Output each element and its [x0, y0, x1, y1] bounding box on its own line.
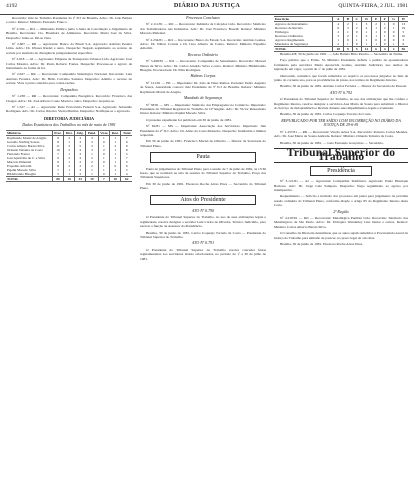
- table-cell: 0: [389, 34, 398, 38]
- table-cell: 0: [98, 172, 110, 177]
- table-cell: TOTAL: [7, 176, 19, 181]
- table-cell: 62: [121, 176, 132, 181]
- table-cell: 4: [361, 26, 372, 30]
- table-cell: 3: [64, 144, 75, 148]
- paragraph: Nº 121/81 — HC — Impetrante: Dr. João de Deus Ramos. Paciente: Pedro Augusto de Souza. Autoridade coatora: Juiz Presidente da 5ª JCJ de Brasília. Relator: Ministro Raymundo Moniz de Aragão.: [140, 80, 266, 94]
- column-header: E: [372, 17, 381, 22]
- table-cell: 2: [75, 172, 86, 177]
- table-cell: 19: [398, 26, 408, 30]
- paragraph: Nº 2.627 — RR — Recorrente: Companhia Siderúrgica Nacional. Recorrido: Luiz Antônio Ferreira. Adv.: Dr. Hélio Carvalho Santana. Despacho: Admito o recurso de revista. Vista à parte contrária para contra-razões.: [6, 72, 132, 86]
- paragraph: Brasília, 30 de junho de 1981. Carlos Coqueijo Torreão da Costa — Presidente do Tribunal Superior do Trabalho.: [140, 230, 266, 240]
- subheading: Despachos: [60, 86, 78, 92]
- table-cell: 9: [121, 144, 132, 148]
- table-cell: 13: [398, 22, 408, 27]
- table-cell: 2: [110, 144, 121, 148]
- table-cell: 7: [98, 176, 110, 181]
- table-cell: 1: [110, 140, 121, 144]
- table-cell: 80: [52, 176, 64, 181]
- table-cell: 1: [64, 140, 75, 144]
- table-cell: 10: [110, 176, 121, 181]
- table-cell: 1: [64, 160, 75, 164]
- table-cell: 1: [110, 148, 121, 152]
- table-cell: 2: [333, 30, 344, 34]
- column-left: [6, 16, 132, 182]
- subheading: Mandado de Segurança: [183, 95, 223, 101]
- table-cell: 3: [344, 26, 353, 30]
- table-cell: 10: [398, 34, 408, 38]
- table-cell: 4: [75, 135, 86, 140]
- table-cell: 2: [86, 144, 98, 148]
- table-cell: 1: [64, 152, 75, 156]
- table-cell: Recursos de Revista: [275, 26, 303, 30]
- table-cell: 1: [110, 172, 121, 177]
- table-cell: 0: [352, 30, 361, 34]
- table-cell: 2: [86, 164, 98, 168]
- page-header: [0, 0, 414, 15]
- table-cell: 2: [352, 26, 361, 30]
- table-cell: 7: [52, 152, 64, 156]
- table-cell: 8: [52, 164, 64, 168]
- table-cell: 1: [372, 34, 381, 38]
- page-number: 4192: [6, 3, 18, 9]
- table-cell: 3: [75, 152, 86, 156]
- paragraph: Nº 58/81 — MS — Impetrante: Sindicato dos Empregados no Comércio. Impetrado: Presidente do Tribunal Regional do Trabalho da 10ª Região. Adv.: Dr. Victor Russomano Júnior. Relator: Ministro Pajehú Macedo Silva.: [140, 102, 266, 116]
- table-cell: 3: [398, 38, 408, 42]
- table-cell: 1: [110, 168, 121, 172]
- paragraph: Nº 62/81 — MS — Impetrante: Associação dos Servidores. Impetrado: Juiz Presidente da 2ª JCJ. Advs.: Dr. Alino da Costa Monteiro. Despacho: Indeferida a liminar requerida.: [140, 124, 266, 137]
- paragraph: Outrossim, comunica que foram remetidos ao arquivo os processos julgados no mês de junho do corrente ano, para as providências de praxe, nos termos do Regimento Interno.: [274, 73, 408, 83]
- table-cell: 4: [381, 47, 389, 52]
- table-cell: 1: [86, 172, 98, 177]
- paragraph: Nº 2.618 — AI — Agravante: Empresa de Transportes Urbanos Ltda. Agravado: José Carlos Moreira. Advs.: Dr. Paulo Roberto Fontes. Despacho: Processe-se o agravo de instrumento na forma da lei.: [6, 57, 132, 71]
- table-cell: 6: [52, 160, 64, 164]
- column-header: Proc.: [52, 130, 64, 135]
- paragraph: Em 30 de junho de 1981. Francisco Maciel de Oliveira — Diretor da Secretaria do Tribunal Pleno.: [140, 139, 266, 148]
- table-cell: 1: [110, 160, 121, 164]
- column-header: Julg.: [75, 130, 86, 135]
- paragraph: Brasília, 30 de junho de 1981. Eleonora Rocha Alves Pires.: [280, 242, 364, 246]
- table-cell: 1: [344, 42, 353, 47]
- table-cell: 6: [372, 47, 381, 52]
- paragraph: Nº 4.218/81 — RO — Recorrente: Metalúrgica Paulista Ltda. Recorrido: Sindicato dos Metalúrgicos de São Paulo. Advs.: Dr. Ubirajara Wanderley Lins Júnior e outros. Relator: Ministro Carlos Alberto Barata Silva.: [274, 215, 408, 229]
- table-cell: 4: [75, 148, 86, 152]
- paragraph: Brasília, 30 de junho de 1981. Antônio Carlos Ferreira — Diretor da Secretaria de Pessoal.: [280, 84, 408, 89]
- column-header: A: [333, 17, 344, 22]
- table-cell: 2: [344, 34, 353, 38]
- table-cell: 2: [64, 164, 75, 168]
- table-cell: 5: [398, 30, 408, 34]
- table-cell: Hildebrando Bisaglia: [7, 171, 36, 176]
- paragraph: Brasília, 30 de junho de 1981. Carlos Coqueijo Torreão da Costa.: [280, 112, 372, 117]
- table-cell: 1: [98, 164, 110, 168]
- newspaper-title: DIÁRIO DA JUSTIÇA: [173, 2, 241, 9]
- table-cell: 0: [381, 30, 389, 34]
- table-cell: 5: [121, 152, 132, 156]
- table-cell: Embargos: [275, 30, 289, 34]
- table-cell: 2: [75, 160, 86, 164]
- table-cell: 0: [110, 164, 121, 168]
- table-cell: 5: [75, 144, 86, 148]
- table-cell: 0: [389, 30, 398, 34]
- table-cell: 2: [86, 140, 98, 144]
- issue-date: QUINTA-FEIRA, 2 JUL. 1981: [338, 3, 408, 9]
- table-cell: 0: [98, 160, 110, 164]
- table-cell: 7: [121, 135, 132, 140]
- paragraph: Nº 5.498/81 — RO — Recorrente: Companhia de Saneamento. Recorrido: Manoel Nunes da Silva. Advs.: Dr. Carlos Arnaldo Selva e outro. Relator: Ministro Hildebrando Bisaglia. Procuradoria: Dr. Ediu Rodrigues.: [140, 59, 266, 73]
- table-cell: 2: [86, 156, 98, 160]
- table-cell: 0: [381, 38, 389, 42]
- paragraph: Nº 2.607 — RR — Agravante: Banco do Brasil S.A. Agravado: Antônio Pereira Lima. Advs.: Dr. Ulisses Riedel e outro. Despacho: Negado seguimento ao recurso de revista por ausência de divergência jurisprudencial específica.: [6, 42, 132, 55]
- table-cell: 16: [64, 176, 75, 181]
- table-cell: 2: [372, 22, 381, 27]
- table-cell: 2: [86, 160, 98, 164]
- table-cell: Orlando Teixeira da Costa: [7, 147, 43, 152]
- table-cell: 8: [52, 140, 64, 144]
- table-cell: 1: [361, 38, 372, 42]
- table-cell: 3: [86, 135, 98, 140]
- paragraph: Nº 2.234/81 — RO — Recorrente: Banco do Estado S.A. Recorrido: Antônio Gomes. Advs.: Dr. Nilton Correia e Dr. Lino Alberto de Castro. Relator: Ministro Expedito Amorim.: [140, 37, 266, 51]
- table-cell: Agravos Regimentais: [275, 38, 305, 42]
- table-cell: 3: [333, 34, 344, 38]
- table-cell: 9: [52, 156, 64, 160]
- column-header: Vista: [98, 130, 110, 135]
- table-cell: 1: [98, 168, 110, 172]
- section-heading: DIRETORIA JUDICIÁRIA: [43, 115, 95, 121]
- paragraph: Pauta de julgamentos do Tribunal Pleno para a sessão de 7 de julho de 1981, às 13:30 horas, que se realizará na sala de sessões do Tribunal Superior do Trabalho, Praça dos Tribunais Superiores.: [140, 166, 266, 180]
- table-cell: 5: [121, 160, 132, 164]
- table-cell: Carlos Alberto Barata Silva: [7, 143, 45, 148]
- statistics-table: [6, 130, 132, 182]
- table-cell: 5: [352, 47, 361, 52]
- paragraph: Faço público que o Exmo. Sr. Ministro Presidente deferiu o pedido de aposentadoria formulado pela servidora Maria Aparecida Gomes, Auxiliar Judiciário, nos termos da legislação em vigor, a partir de 1º de julho de 1981.: [274, 58, 408, 72]
- table-cell: 3: [361, 22, 372, 27]
- table-cell: 9: [344, 47, 353, 52]
- table-cell: 1: [372, 30, 381, 34]
- subheading: Recurso Ordinário: [187, 51, 219, 57]
- table-cell: 6: [398, 42, 408, 47]
- table-cell: 18: [333, 47, 344, 52]
- table-cell: 4: [333, 22, 344, 27]
- table-cell: 2: [344, 22, 353, 27]
- paragraph: Nº 3.121/81 — AI — Agravante: Companhia Telefônica. Agravado: Paulo Henrique Barbosa. Adv.: Dr. Jorge Luiz Sampaio. Despacho: Nego seguimento ao agravo por intempestivo.: [274, 179, 408, 192]
- column-right: [274, 16, 408, 248]
- table-cell: 0: [352, 42, 361, 47]
- section-box-atos: Atos do Presidente: [150, 195, 256, 205]
- summary-table: [274, 16, 408, 52]
- table-cell: 4: [75, 156, 86, 160]
- table-cell: 5: [121, 168, 132, 172]
- table-cell: 1: [86, 168, 98, 172]
- paragraph: Em 30 de junho de 1981. Eleonora Rocha Alves Pires — Secretária do Tribunal Pleno.: [140, 181, 266, 191]
- table-cell: Marcelo Pimentel: [7, 159, 32, 164]
- paragraph: O Presidente do Tribunal Superior do Trabalho, no uso das atribuições que lhe confere o Regimento Interno, resolve designar a servidora Ana Maria de Souza para substituir o Diretor do Serviço de Jurisprudência e Revista durante seus impedimentos legais e eventuais.: [274, 97, 408, 111]
- paragraph: Nº 2.594 — RO — Ministério Público junto à Junta de Conciliação e Julgamento de Brasília. Recorrente: Cia. Brasileira de Alimentos. Recorrida: Maria José da Silva. Despacho: Junte-se. Dê-se vista.: [6, 26, 132, 40]
- table-cell: 4: [121, 172, 132, 177]
- table-cell: 7: [121, 156, 132, 160]
- column-header: Descrição: [275, 17, 290, 21]
- table-cell: 1: [110, 156, 121, 160]
- table-cell: 2: [98, 148, 110, 152]
- table-cell: 0: [372, 38, 381, 42]
- table-cell: 3: [75, 140, 86, 144]
- table-cell: 1: [389, 26, 398, 30]
- column-header: H: [398, 17, 408, 22]
- table-cell: 1: [361, 30, 372, 34]
- paragraph: Nº 1.437/81 — RR — Recorrente: Viação Aérea S.A. Recorrido: Roberto Carlos Mendes. Adv.: Dr. José Maria de Souza Andrade. Relator: Ministro Orlando Teixeira da Costa.: [274, 129, 408, 139]
- table-cell: 1: [98, 144, 110, 148]
- subheading: Processos Conclusos: [186, 15, 220, 20]
- table-cell: 0: [344, 38, 353, 42]
- paragraph: Brasília-DF, 30 de junho de 1981. — João Batista Brito Pereira — Secretário da Turma.: [280, 52, 404, 56]
- table-cell: 11: [52, 144, 64, 148]
- paragraph: Recorrido: Juiz do Trabalho Presidente da 1ª JCJ de Brasília. Advs.: Dr. João Batista e outro. Relator: Ministro Fernando Franco.: [6, 16, 132, 25]
- table-cell: 3: [75, 164, 86, 168]
- table-cell: 1: [389, 42, 398, 47]
- table-cell: 56: [398, 47, 408, 52]
- table-cell: 2: [64, 156, 75, 160]
- table-cell: Mandados de Segurança: [275, 42, 309, 46]
- table-cell: 1: [352, 34, 361, 38]
- table-cell: Geraldo Starling Soares: [7, 139, 40, 144]
- table-cell: 1: [86, 152, 98, 156]
- table-cell: 10: [52, 148, 64, 152]
- section-banner-tst: Tribunal Superior do Trabalho: [274, 148, 408, 163]
- table-cell: Pajehú Macedo Silva: [7, 167, 36, 172]
- section-box-pauta: Pauta: [150, 152, 256, 162]
- table-cell: 1: [110, 135, 121, 140]
- paragraph: O presente expediente foi publicado em 30 de junho de 1981.: [146, 117, 233, 122]
- table-cell: 1: [98, 156, 110, 160]
- table-cell: 1: [64, 172, 75, 177]
- column-header: Rest.: [110, 130, 121, 135]
- table-cell: 6: [333, 26, 344, 30]
- act-number: ATO Nº 6.790: [191, 208, 215, 213]
- paragraph: O Presidente do Tribunal Superior do Trabalho resolve conceder férias regulamentares aos servidores abaixo relacionados, no período de 1º a 30 de julho de 1981.: [140, 247, 266, 261]
- table-caption: Dados Estatísticos dos Trabalhos no mês de maio de 1981: [22, 122, 116, 128]
- table-cell: Expedito Amorim: [7, 163, 32, 168]
- table-cell: 2: [64, 135, 75, 140]
- table-total-row: [274, 47, 408, 52]
- table-cell: 19: [86, 176, 98, 181]
- column-middle: [140, 16, 266, 263]
- table-cell: 1: [64, 168, 75, 172]
- paragraph: O Conselho da Diretoria determinou que os autos sejam remetidos à Procuradoria-Geral da Justiça do Trabalho para emissão de parecer, no prazo legal de oito dias.: [274, 231, 408, 240]
- subheading: Habeas Corpus: [190, 73, 216, 79]
- table-cell: Raymundo Moniz de Aragão: [7, 135, 47, 140]
- table-cell: 8: [121, 148, 132, 152]
- table-cell: 3: [75, 168, 86, 172]
- table-cell: 1: [98, 135, 110, 140]
- paragraph: Requerimento — Solicito a inclusão dos processos em pauta para julgamento na próxima sessão ordinária do Tribunal Pleno, conforme dispõe o artigo 85 do Regimento Interno desta Corte.: [274, 194, 408, 208]
- table-cell: TOTAL: [275, 47, 287, 51]
- table-cell: 2: [64, 148, 75, 152]
- table-cell: 1: [381, 22, 389, 27]
- table-cell: 12: [361, 47, 372, 52]
- column-header: C: [352, 17, 361, 22]
- table-cell: 6: [121, 140, 132, 144]
- table-cell: 1: [372, 26, 381, 30]
- table-cell: 0: [389, 22, 398, 27]
- table-cell: José Ajuricaba da C. e Silva: [7, 155, 46, 160]
- table-cell: 1: [381, 34, 389, 38]
- column-header: Ministros: [7, 130, 21, 135]
- table-cell: 0: [98, 152, 110, 156]
- act-number: ATO Nº 6.792: [329, 89, 353, 95]
- table-cell: 1: [352, 38, 361, 42]
- column-header: Dist.: [64, 130, 75, 135]
- table-cell: 1: [333, 38, 344, 42]
- paragraph: Nº 1.238 — RR — Recorrente: Companhia Energética. Recorrido: Francisco das Chagas. Advs.: Dr. José Alberto Couto Maciel e outro. Despacho: Arquive-se.: [6, 94, 132, 103]
- column-header: G: [389, 17, 398, 22]
- table-cell: 7: [52, 168, 64, 172]
- table-cell: 0: [381, 42, 389, 47]
- column-header: D: [361, 17, 372, 22]
- table-cell: 2: [361, 34, 372, 38]
- column-header: B: [344, 17, 353, 22]
- paragraph: O Presidente do Tribunal Superior do Trabalho, no uso de suas atribuições legais e regimentais, resolve designar o servidor Luiz Carlos de Oliveira, Técnico Judiciário, para exercer a função de Assessor da Presidência.: [140, 215, 266, 229]
- paragraph: Brasília, 30 de junho de 1981. — Luiz Fernando Gonçalves — Secretário.: [280, 140, 384, 145]
- table-cell: 2: [381, 26, 389, 30]
- table-cell: 33: [75, 176, 86, 181]
- section-box-presidencia: Presidência: [310, 166, 372, 176]
- table-cell: 1: [344, 30, 353, 34]
- table-cell: 0: [389, 38, 398, 42]
- table-cell: 1: [372, 42, 381, 47]
- table-cell: 1: [110, 152, 121, 156]
- table-cell: 5: [52, 172, 64, 177]
- table-cell: 1: [361, 42, 372, 47]
- table-cell: 6: [121, 164, 132, 168]
- paragraph: Nº 2.111/81 — RO — Recorrente: Indústria de Calçados Ltda. Recorrido: Sindicato dos Trabalhadores nas Indústrias. Adv.: Dr. José Francisco Boselli. Relator: Ministro Marcelo Pimentel.: [140, 22, 266, 36]
- column-header: F: [381, 17, 389, 22]
- table-cell: 1: [352, 22, 361, 27]
- act-number: ATO Nº 6.791: [191, 240, 215, 246]
- table-cell: 3: [86, 148, 98, 152]
- table-cell: 0: [98, 140, 110, 144]
- column-header: Total: [121, 130, 132, 135]
- republication-note: REPUBLICADO POR TER SAÍDO COM INCORREÇÃO NO DIÁRIO DA JUSTIÇA DE 29-6-81: [281, 117, 401, 128]
- table-cell: 2: [389, 47, 398, 52]
- table-total-row: [6, 176, 132, 181]
- table-cell: 9: [52, 135, 64, 140]
- column-header: Pend.: [86, 130, 98, 135]
- subheading: 2ª Região: [333, 208, 349, 214]
- table-cell: 2: [333, 42, 344, 47]
- table-cell: Agravos de Instrumento: [275, 22, 308, 26]
- table-cell: Recursos Ordinários: [275, 34, 303, 38]
- paragraph: Nº 1.527 — AI — Agravante: Rede Ferroviária Federal S.A. Agravado: Sebastião Rodrigues. Adv.: Dr. Carlos Odorico Vieira Martins. Despacho: Notifique-se o agravado.: [6, 104, 132, 114]
- table-cell: Fernando Franco: [7, 151, 31, 156]
